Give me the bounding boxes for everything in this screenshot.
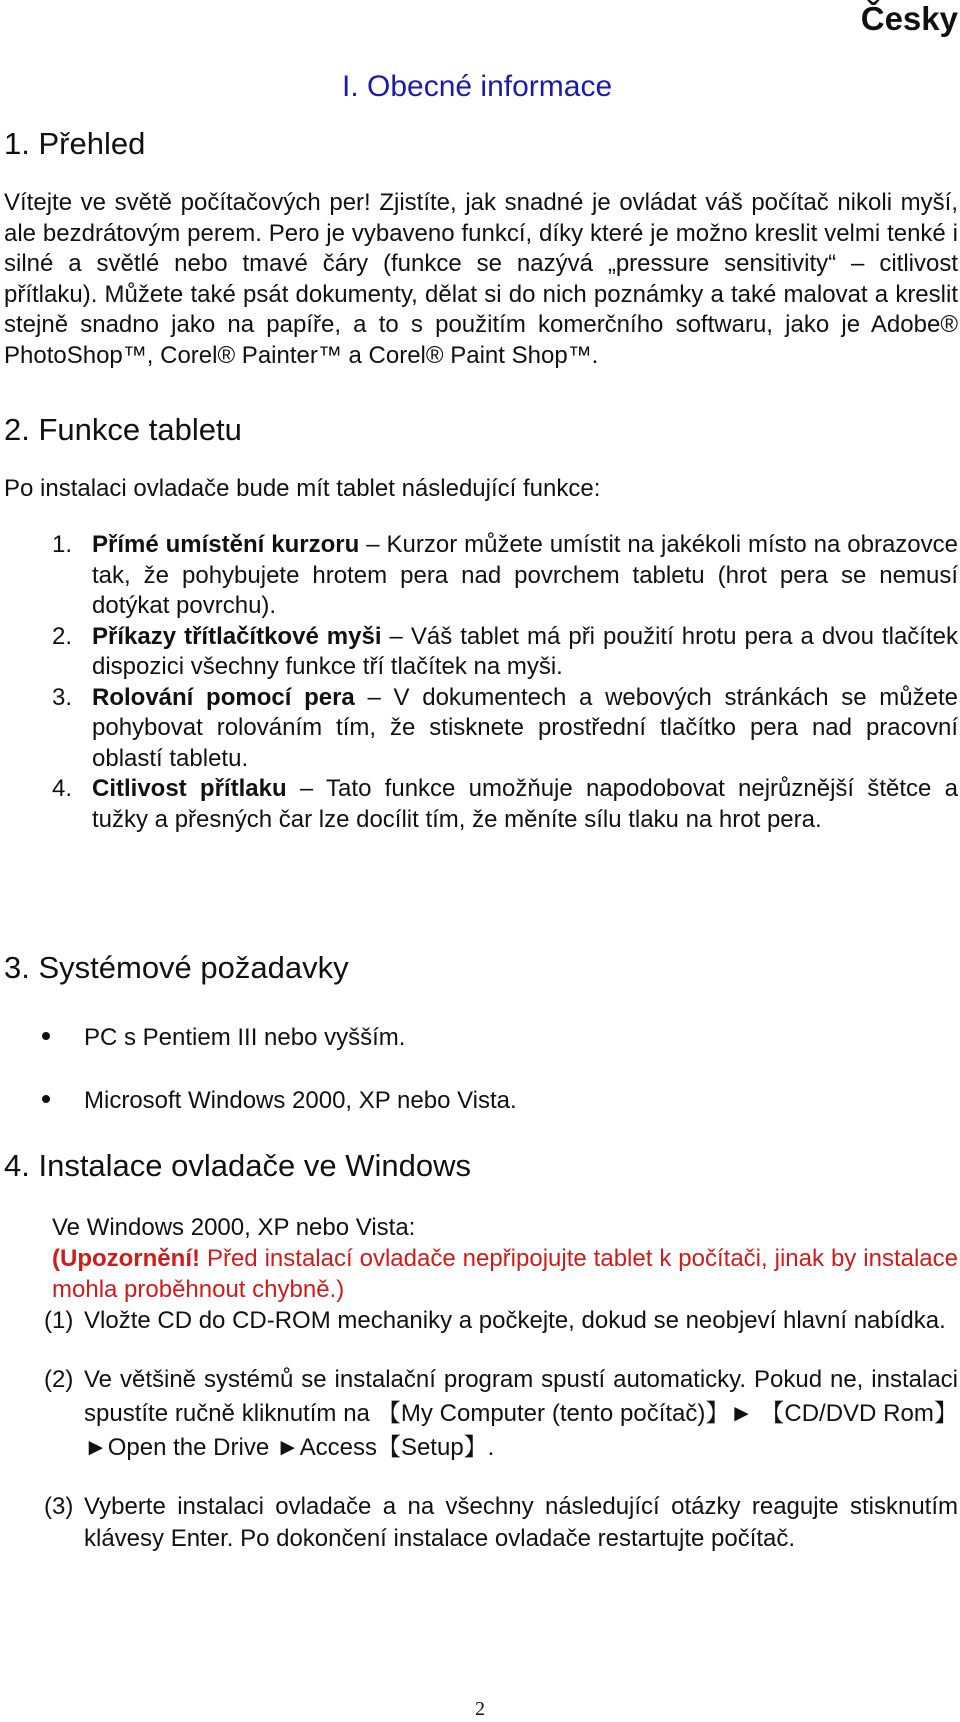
section-heading-overview: 1. Přehled xyxy=(4,126,146,161)
step-number: (2) xyxy=(44,1366,74,1393)
item-number: 3. xyxy=(52,683,73,711)
item-number: 1. xyxy=(52,531,73,558)
requirement-text: Microsoft Windows 2000, XP nebo Vista. xyxy=(84,1087,517,1114)
language-label: Česky xyxy=(860,0,958,37)
section-heading-requirements: 3. Systémové požadavky xyxy=(4,950,349,985)
installation-warning xyxy=(52,1244,958,1305)
list-item xyxy=(52,683,958,775)
section-heading-installation: 4. Instalace ovladače ve Windows xyxy=(4,1148,471,1183)
list-item xyxy=(44,1305,958,1337)
item-text: – V dokumentech a webových stránkách se můžete pohybovat rolováním tím, že stisknete prostřední tlačítko pera nad pracovní oblastí tabletu. xyxy=(92,683,958,772)
installation-subhead: Ve Windows 2000, XP nebo Vista: xyxy=(52,1214,416,1241)
bullet-icon xyxy=(42,1032,50,1040)
overview-paragraph: Vítejte ve světě počítačových per! Zjistíte, jak snadné je ovládat váš počítač nikoli myší, ale bezdrátovým perem. Pero je vybaveno funkcí, díky které je možno kreslit velmi tenké i silné a světlé nebo tmavé čáry (funkce se nazývá „pressure sensitivity“ – citlivost přítlaku). Můžete také psát dokumenty, dělat si do nich poznámky a také malovat a kreslit stejně snadno jako na papíře, a to s použitím komerčního softwaru, jako je Adobe® PhotoShop™, Corel® Painter™ a Corel® Paint Shop™. xyxy=(4,189,958,369)
list-item xyxy=(52,774,958,835)
features-list xyxy=(52,530,958,835)
item-term: Citlivost přítlaku xyxy=(92,775,287,802)
bullet-icon xyxy=(42,1095,50,1103)
item-term: Rolování pomocí pera xyxy=(92,683,355,711)
step-number: (3) xyxy=(44,1493,74,1520)
list-item xyxy=(52,530,958,622)
page-number: 2 xyxy=(475,1698,485,1720)
list-item xyxy=(52,622,958,683)
item-text: – Váš tablet má při použití hrotu pera a dvou tlačítek dispozici všechny funkce tří tlačítek na myši. xyxy=(92,622,958,680)
item-text: – Tato funkce umožňuje napodobovat nejrůznější štětce a tužky a přesných čar lze docílit tím, že měníte sílu tlaku na hrot pera. xyxy=(92,775,958,833)
item-text: – Kurzor můžete umístit na jakékoli místo na obrazovce tak, že pohybujete hrotem pera nad povrchem tabletu (hrot pera se nemusí dotýkat povrchu). xyxy=(92,531,958,619)
item-number: 4. xyxy=(52,775,73,802)
section-heading-features: 2. Funkce tabletu xyxy=(4,412,242,447)
list-item xyxy=(44,1363,958,1465)
step-text: Vložte CD do CD-ROM mechaniky a počkejte, dokud se neobjeví hlavní nabídka. xyxy=(84,1307,946,1334)
requirement-text: PC s Pentiem III nebo vyšším. xyxy=(84,1024,406,1051)
installation-steps xyxy=(44,1305,958,1555)
warning-label: (Upozornění! xyxy=(52,1245,200,1272)
step-text: Ve většině systémů se instalační program spustí automaticky. Pokud ne, instalaci spustíte ručně kliknutím na 【My Computer (tento počítač)】► 【CD/DVD Rom】►Open the Drive ►Access【Setup】. xyxy=(84,1366,958,1461)
list-item xyxy=(44,1491,958,1555)
step-text: Vyberte instalaci ovladače a na všechny následující otázky reagujte stisknutím klávesy Enter. Po dokončení instalace ovladače restartujte počítač. xyxy=(84,1493,958,1552)
item-term: Přímé umístění kurzoru xyxy=(92,531,360,558)
step-number: (1) xyxy=(44,1307,74,1334)
item-term: Příkazy třítlačítkové myši xyxy=(92,622,382,650)
features-intro: Po instalaci ovladače bude mít tablet následující funkce: xyxy=(4,475,601,502)
warning-text: Před instalací ovladače nepřipojujte tablet k počítači, jinak by instalace mohla proběhnout chybně.) xyxy=(52,1245,958,1303)
item-number: 2. xyxy=(52,622,73,650)
page-title: I. Obecné informace xyxy=(342,70,613,103)
